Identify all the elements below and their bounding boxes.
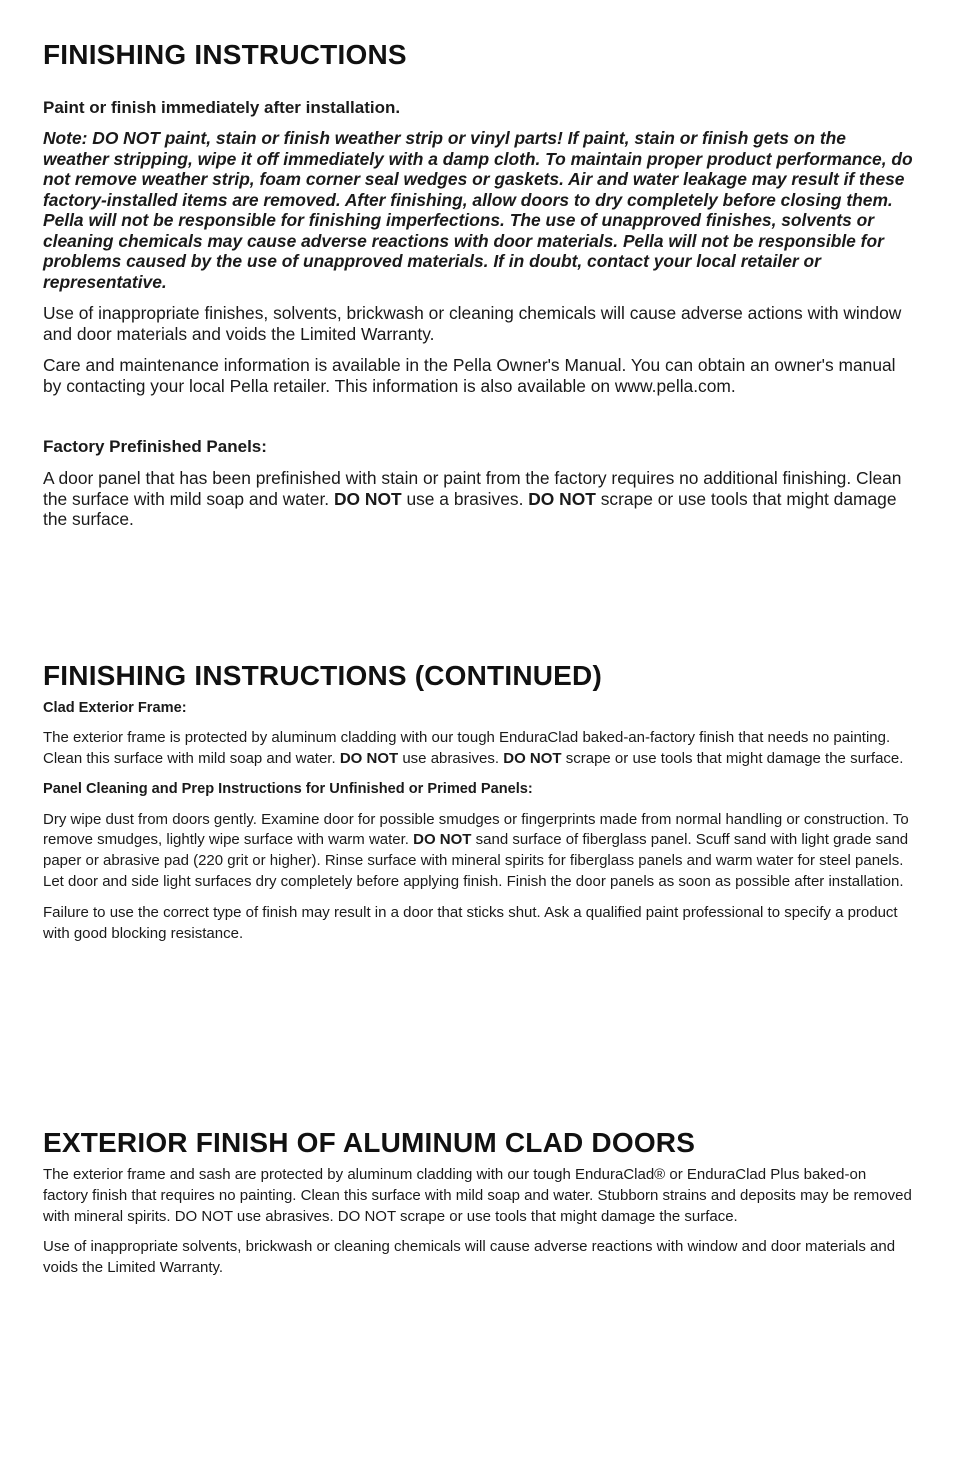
prefinished-paragraph: A door panel that has been prefinished with stain or paint from the factory requires no additional finishing. Clean the surface with mild soap and water. DO NOT use a brasives. DO NOT scrape or use tools that might damage the surface.	[43, 468, 902, 529]
finishing-instructions-continued-section	[43, 659, 913, 944]
prefinished-heading: Factory Prefinished Panels:	[43, 437, 267, 456]
exterior-finish-section	[43, 1126, 913, 1279]
warranty-paragraph: Use of inappropriate finishes, solvents, brickwash or cleaning chemicals will cause adverse actions with window and door materials and voids the Limited Warranty.	[43, 303, 902, 344]
lead-instruction: Paint or finish immediately after installation.	[43, 98, 401, 117]
clad-frame-heading: Clad Exterior Frame:	[43, 700, 187, 716]
section-title: FINISHING INSTRUCTIONS	[43, 39, 407, 70]
clad-frame-paragraph: The exterior frame is protected by aluminum cladding with our tough EnduraClad baked-an-factory finish that needs no painting. Clean this surface with mild soap and water. DO NOT use abrasives. DO NOT scrape or use tools that might damage the surface.	[43, 729, 904, 767]
owners-manual-paragraph: Care and maintenance information is available in the Pella Owner's Manual. You can obtain an owner's manual by contacting your local Pella retailer. This information is also available on www.pella.com.	[43, 355, 896, 396]
warning-note: Note: DO NOT paint, stain or finish weather strip or vinyl parts! If paint, stain or finish gets on the weather stripping, wipe it off immediately with a damp cloth. To maintain proper product performance, do not remove weather strip, foam corner seal wedges or gaskets. Air and water leakage may result if these factory-installed items are removed. After finishing, allow doors to dry completely before closing them. Pella will not be responsible for finishing imperfections. The use of unapproved finishes, solvents or cleaning chemicals may cause adverse reactions with door materials. Pella will not be responsible for problems caused by the use of unapproved materials. If in doubt, contact your local retailer or representative.	[43, 128, 913, 292]
panel-cleaning-paragraph: Dry wipe dust from doors gently. Examine door for possible smudges or fingerprints made from normal handling or construction. To remove smudges, lightly wipe surface with warm water. DO NOT sand surface of fiberglass panel. Scuff sand with light grade sand paper or abrasive pad (220 grit or higher). Rinse surface with mineral spirits for fiberglass panels and warm water for steel panels. Let door and side light surfaces dry completely before applying finish. Finish the door panels as soon as possible after installation.	[43, 810, 909, 890]
panel-cleaning-heading: Panel Cleaning and Prep Instructions for Unfinished or Primed Panels:	[43, 780, 533, 797]
finishing-instructions-section	[43, 38, 913, 530]
clad-doors-warranty-paragraph: Use of inappropriate solvents, brickwash or cleaning chemicals will cause adverse reactions with window and door materials and voids the Limited Warranty.	[43, 1238, 896, 1277]
clad-doors-paragraph: The exterior frame and sash are protected by aluminum cladding with our tough EnduraClad® or EnduraClad Plus baked-on factory finish that requires no painting. Clean this surface with mild soap and water. Stubborn strains and deposits may be removed with mineral spirits. DO NOT use abrasives. DO NOT scrape or use tools that might damage the surface.	[43, 1166, 912, 1225]
failure-paragraph: Failure to use the correct type of finish may result in a door that sticks shut. Ask a qualified paint professional to specify a product with good blocking resistance.	[43, 903, 898, 942]
section-title: EXTERIOR FINISH OF ALUMINUM CLAD DOORS	[43, 1127, 696, 1158]
section-title: FINISHING INSTRUCTIONS (CONTINUED)	[43, 660, 603, 691]
